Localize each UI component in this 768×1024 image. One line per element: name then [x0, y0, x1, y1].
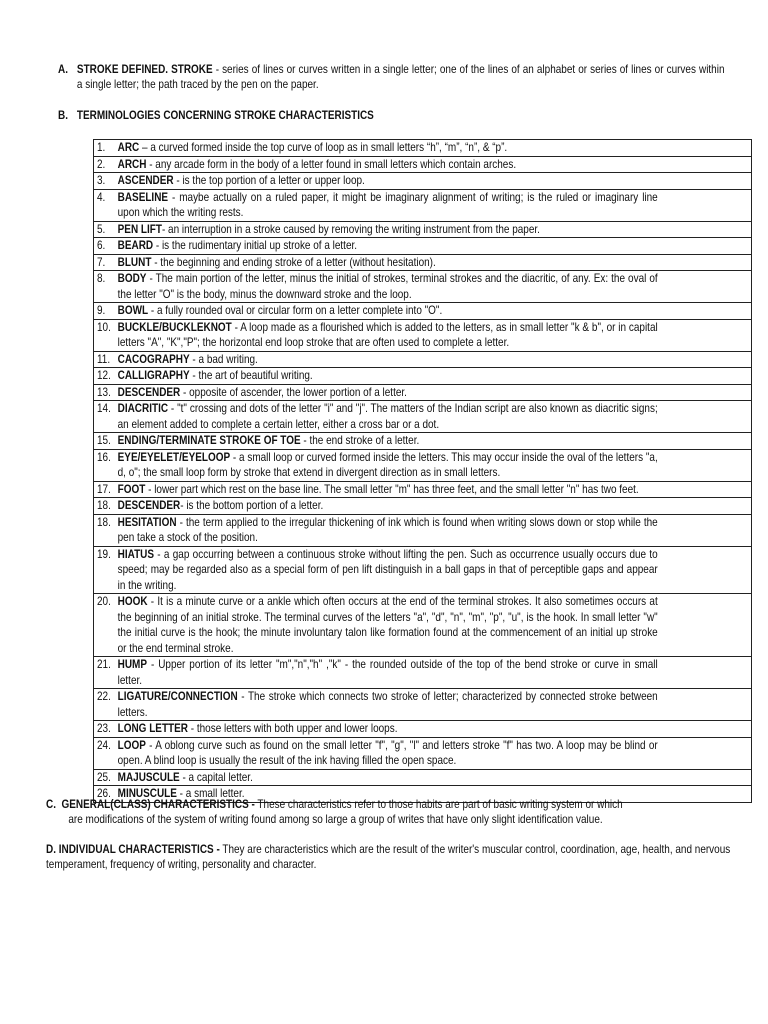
term-definition: – a curved formed inside the top curve of loop as in small letters “h”, “m”, “n”, & “p”.	[139, 141, 508, 154]
term-definition: - A loop made as a flourished which is added to the letters, as in small letter "k & b", or in capital letters "A", "K","P"; the horizontal end loop stroke that are often used to complete a letter.	[117, 320, 658, 349]
term-number: 18.	[97, 515, 111, 529]
section-b-label: B.	[58, 109, 68, 122]
table-row	[94, 319, 752, 351]
term-definition: - is the bottom portion of a letter.	[180, 499, 324, 512]
term-name: PEN LIFT	[117, 222, 162, 236]
term-cell	[94, 737, 752, 769]
term-cell	[94, 238, 752, 255]
section-a-label: A.	[58, 63, 68, 76]
term-number: 8.	[97, 272, 106, 285]
term-name: FOOT	[117, 482, 146, 496]
term-definition: - a bad writing.	[189, 352, 258, 366]
table-row	[94, 769, 752, 786]
term-name: HOOK	[117, 595, 148, 608]
term-number: 24.	[97, 738, 111, 752]
table-row	[94, 481, 752, 498]
term-number: 15.	[97, 434, 111, 447]
table-row	[94, 384, 752, 401]
term-name: LONG LETTER	[117, 722, 188, 735]
section-c-label: C.	[46, 798, 56, 811]
term-number: 5.	[97, 222, 106, 236]
section-c	[46, 797, 768, 827]
term-cell	[94, 319, 752, 351]
term-cell	[94, 221, 752, 238]
term-name: CALLIGRAPHY	[117, 369, 190, 382]
term-number: 14.	[97, 402, 111, 415]
term-number: 11.	[97, 352, 111, 366]
term-definition: - is the top portion of a letter or upper loop.	[173, 174, 365, 187]
term-name: ARC	[117, 141, 140, 154]
term-number: 19.	[97, 547, 111, 561]
table-row	[94, 546, 752, 594]
term-cell	[94, 271, 752, 303]
section-b-heading: TERMINOLOGIES CONCERNING STROKE CHARACTERISTICS	[76, 109, 374, 122]
term-definition: - a fully rounded oval or circular form on a letter complete into "O".	[148, 304, 443, 317]
table-row	[94, 433, 752, 450]
term-number: 2.	[97, 157, 106, 171]
term-name: HIATUS	[117, 547, 155, 561]
term-definition: - is the rudimentary initial up stroke of a letter.	[153, 239, 358, 252]
table-row	[94, 737, 752, 769]
table-row	[94, 401, 752, 433]
table-row	[94, 221, 752, 238]
term-name: HUMP	[117, 658, 148, 671]
term-name: BASELINE	[117, 190, 169, 204]
table-row	[94, 514, 752, 546]
section-a	[58, 62, 725, 92]
term-name: BODY	[117, 272, 147, 285]
term-cell	[94, 351, 752, 368]
term-cell	[94, 546, 752, 594]
term-definition: - the art of beautiful writing.	[189, 369, 313, 382]
term-name: LIGATURE/CONNECTION	[117, 690, 238, 703]
term-definition: - A oblong curve such as found on the small letter "f", "g", "l" and letters stroke "f" has two. A loop may be blind or open. A blind loop is usually the result of the ink having filled the open space.	[117, 738, 658, 767]
term-name: EYE/EYELET/EYELOOP	[117, 450, 231, 464]
term-name: MINUSCULE	[117, 787, 177, 800]
term-number: 9.	[97, 304, 106, 317]
section-d-text: They are characteristics which are the result of the writer's muscular control, coordination, age, health, and nervous temperament, frequency of writing, personality and character.	[46, 843, 731, 871]
term-number: 23.	[97, 722, 111, 735]
term-name: MAJUSCULE	[117, 770, 180, 784]
term-name: BOWL	[117, 304, 149, 317]
term-number: 22.	[97, 690, 111, 703]
table-row	[94, 271, 752, 303]
section-c-heading: GENERAL(CLASS) CHARACTERISTICS -	[61, 798, 255, 811]
table-row	[94, 173, 752, 190]
section-d-heading: INDIVIDUAL CHARACTERISTICS -	[58, 843, 220, 856]
table-row	[94, 238, 752, 255]
term-cell	[94, 481, 752, 498]
section-d	[46, 842, 768, 872]
term-name: ASCENDER	[117, 174, 174, 187]
term-definition: - It is a minute curve or a ankle which often occurs at the end of the terminal strokes. It also sometimes occurs at the beginning of an initial stroke. The terminal curves of the letters "a", "d", "n", "m", "p", "u", is the hook. In small letter "w" the initial curve is the hook; the minute involuntary talon like formation found at the commencement of an initial up stroke or the end terminal stroke.	[117, 595, 658, 655]
term-cell	[94, 449, 752, 481]
term-definition: - Upper portion of its letter "m","n","h" ,"k" - the rounded outside of the top of the bend stroke or curve in small letter.	[117, 658, 658, 687]
term-number: 16.	[97, 450, 111, 464]
term-number: 18.	[97, 499, 111, 512]
term-name: HESITATION	[117, 515, 177, 529]
table-row	[94, 449, 752, 481]
term-definition: - a capital letter.	[179, 770, 253, 784]
term-definition: - the end stroke of a letter.	[300, 434, 420, 447]
table-row	[94, 189, 752, 221]
term-definition: - the term applied to the irregular thickening of ink which is found when writing slows down or stop while the pen take a stock of the position.	[117, 515, 658, 544]
term-cell	[94, 433, 752, 450]
term-number: 6.	[97, 239, 106, 252]
section-c-text-continued: are modifications of the system of writing found among so large a group of writes that have only slight identification value.	[68, 813, 603, 826]
section-d-label: D.	[46, 843, 56, 856]
section-c-text: These characteristics refer to those habits are part of basic writing system or which	[254, 798, 623, 811]
term-cell	[94, 657, 752, 689]
term-cell	[94, 769, 752, 786]
term-cell	[94, 140, 752, 157]
term-definition: - The main portion of the letter, minus the initial of strokes, terminal strokes and the diacritic, of any. Ex: the oval of the letter "O" is the body, minus the downward stroke and the loop.	[117, 272, 658, 301]
term-name: LOOP	[117, 738, 146, 752]
term-cell	[94, 514, 752, 546]
term-definition: - an interruption in a stroke caused by removing the writing instrument from the paper.	[161, 222, 540, 236]
section-a-text: - series of lines or curves written in a single letter; one of the lines of an alphabet or series of lines or curves within a single letter; the path traced by the pen on the paper.	[76, 63, 725, 91]
term-name: DESCENDER	[117, 499, 181, 512]
term-number: 13.	[97, 385, 111, 399]
term-cell	[94, 689, 752, 721]
table-row	[94, 594, 752, 657]
term-definition: - lower part which rest on the base line. The small letter "m" has three feet, and the small letter "n" has two feet.	[145, 482, 639, 496]
term-number: 21.	[97, 658, 111, 671]
term-cell	[94, 498, 752, 515]
term-name: BUCKLE/BUCKLEKNOT	[117, 320, 232, 334]
term-name: BEARD	[117, 239, 154, 252]
term-definition: - a gap occurring between a continuous stroke without lifting the pen. Such as occurrence usually occurs due to speed; may be regarded also as a special form of pen lift distinguish in a ball gaps in that of perceptible gaps and appear in the writing.	[117, 547, 658, 592]
term-number: 20.	[97, 595, 111, 608]
term-number: 7.	[97, 255, 106, 269]
term-cell	[94, 384, 752, 401]
term-name: ARCH	[117, 157, 147, 171]
term-name: CACOGRAPHY	[117, 352, 190, 366]
section-b	[58, 108, 725, 123]
table-row	[94, 140, 752, 157]
term-definition: - a small letter.	[176, 787, 245, 800]
term-name: DESCENDER	[117, 385, 181, 399]
table-row	[94, 351, 752, 368]
term-cell	[94, 156, 752, 173]
table-row	[94, 303, 752, 320]
term-cell	[94, 173, 752, 190]
table-row	[94, 721, 752, 738]
term-cell	[94, 401, 752, 433]
terms-table	[93, 139, 752, 803]
term-number: 10.	[97, 320, 111, 334]
section-a-heading: STROKE DEFINED. STROKE	[76, 63, 213, 76]
term-number: 1.	[97, 141, 106, 154]
term-cell	[94, 368, 752, 385]
term-name: BLUNT	[117, 255, 152, 269]
term-definition: - a small loop or curved formed inside the letters. This may occur inside the oval of the letters "a, d, o"; the small loop form by stroke that extend in divergent direction as in small letters.	[117, 450, 658, 479]
table-row	[94, 498, 752, 515]
term-number: 12.	[97, 369, 111, 382]
term-name: ENDING/TERMINATE STROKE OF TOE	[117, 434, 301, 447]
term-cell	[94, 721, 752, 738]
term-definition: - any arcade form in the body of a letter found in small letters which contain arches.	[146, 157, 517, 171]
table-row	[94, 254, 752, 271]
table-row	[94, 689, 752, 721]
table-row	[94, 156, 752, 173]
term-definition: - opposite of ascender, the lower portion of a letter.	[180, 385, 407, 399]
term-definition: - "t" crossing and dots of the letter "i" and "j". The matters of the Indian script are also known as diacritic signs; an element added to complete a certain letter, either a cross bar or a dot.	[117, 402, 658, 431]
term-number: 4.	[97, 190, 106, 204]
term-cell	[94, 303, 752, 320]
term-cell	[94, 254, 752, 271]
term-definition: - those letters with both upper and lower loops.	[187, 722, 398, 735]
table-row	[94, 368, 752, 385]
term-number: 17.	[97, 482, 111, 496]
term-number: 26.	[97, 787, 111, 800]
term-number: 3.	[97, 174, 106, 187]
table-row	[94, 657, 752, 689]
term-cell	[94, 594, 752, 657]
term-definition: - maybe actually on a ruled paper, it might be imaginary alignment of writing; is the ruled or imaginary line upon which the writing rests.	[117, 190, 658, 219]
term-name: DIACRITIC	[117, 402, 169, 415]
term-cell	[94, 189, 752, 221]
term-definition: - The stroke which connects two stroke of letter; characterized by connected stroke between letters.	[117, 690, 658, 719]
term-definition: - the beginning and ending stroke of a letter (without hesitation).	[151, 255, 436, 269]
term-number: 25.	[97, 770, 111, 784]
